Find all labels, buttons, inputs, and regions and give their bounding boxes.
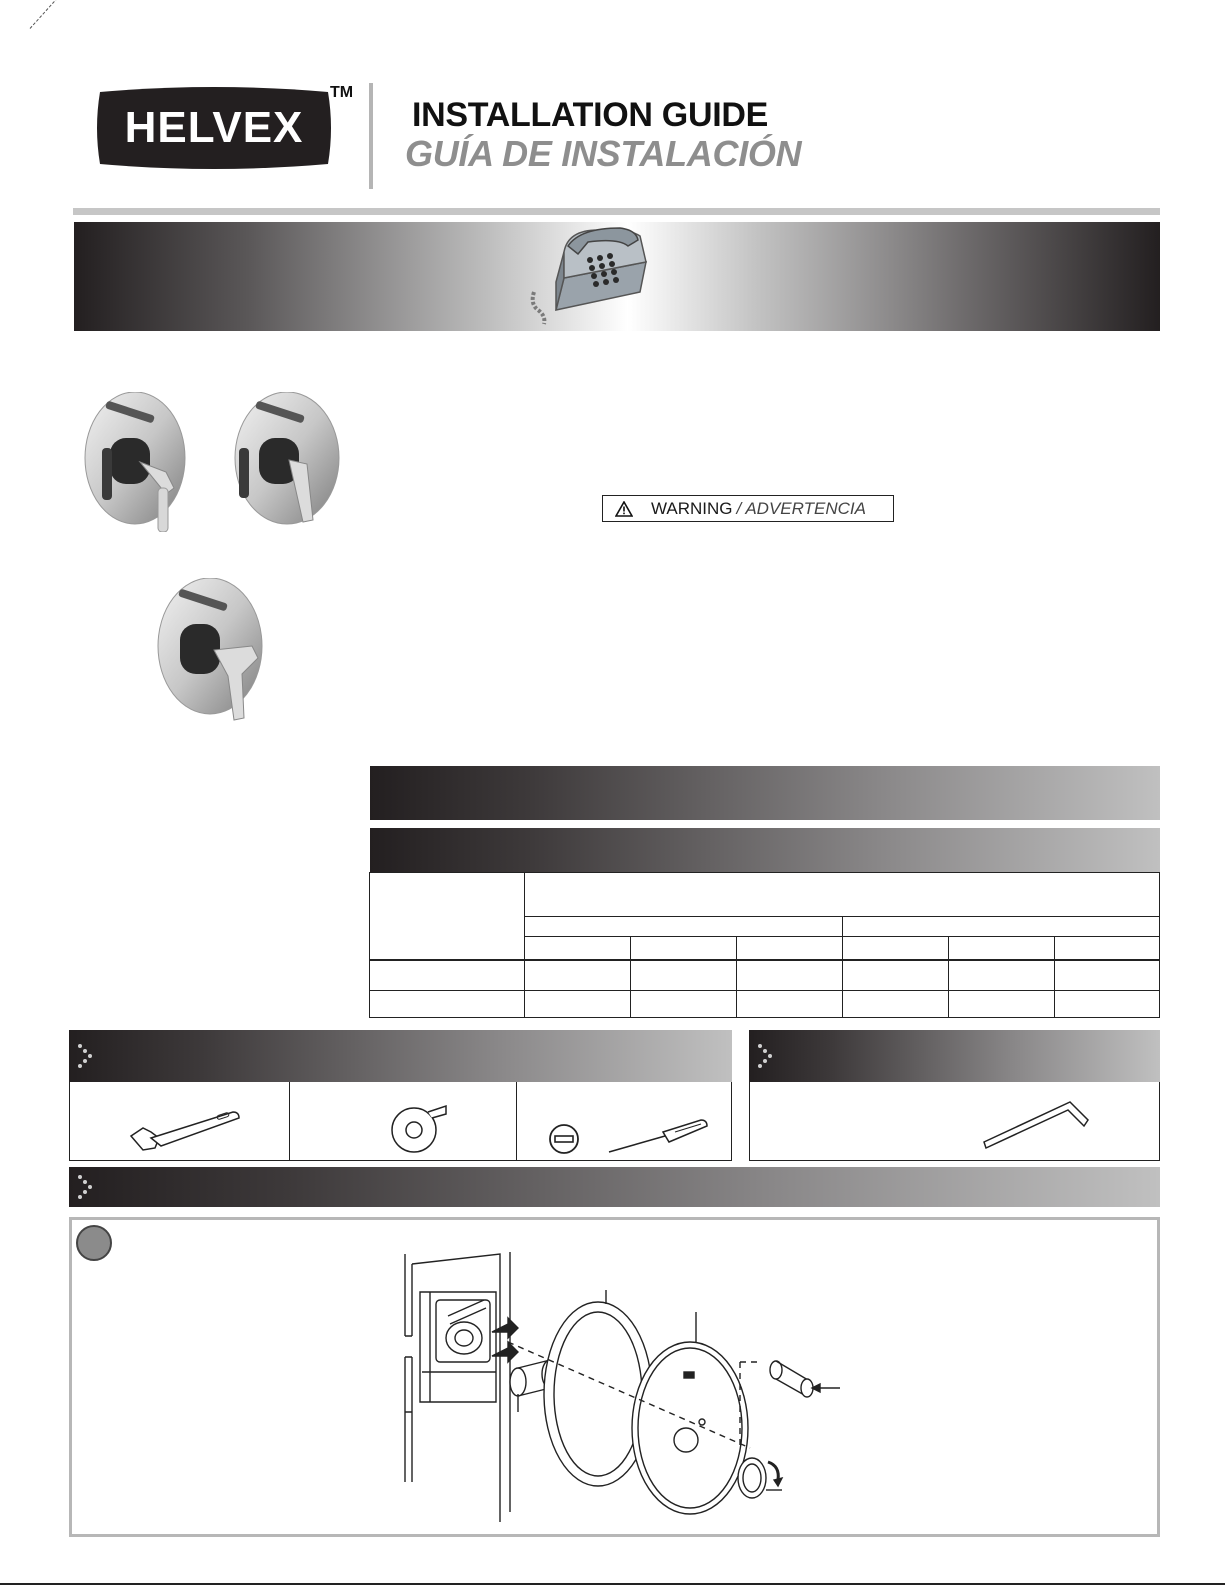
warning-box bbox=[602, 495, 894, 522]
spec-table-header bbox=[370, 828, 1160, 873]
warning-label: WARNING bbox=[651, 498, 733, 518]
step-1-number-badge bbox=[76, 1225, 112, 1261]
teflon-tape-icon bbox=[388, 1102, 450, 1154]
tools-required-header bbox=[69, 1030, 732, 1082]
tool-divider bbox=[289, 1082, 290, 1161]
bullet-dots-icon bbox=[757, 1043, 773, 1069]
trademark-label: TM bbox=[330, 84, 354, 101]
warning-label-spanish: / ADVERTENCIA bbox=[736, 498, 866, 518]
title-english: INSTALLATION GUIDE bbox=[412, 96, 768, 134]
brand-text: HELVEX bbox=[124, 103, 304, 152]
included-parts-header bbox=[749, 1030, 1160, 1082]
telephone-icon bbox=[528, 222, 660, 331]
faucet-trim-2 bbox=[225, 392, 360, 532]
tool-divider bbox=[516, 1082, 517, 1161]
helvex-logo bbox=[92, 82, 336, 174]
title-spanish: GUÍA DE INSTALACIÓN bbox=[405, 133, 802, 174]
installation-steps-header bbox=[69, 1167, 1160, 1207]
bullet-dots-icon bbox=[77, 1043, 93, 1069]
flat-head-symbol-icon bbox=[547, 1122, 581, 1156]
header-separator bbox=[369, 83, 373, 189]
bullet-dots-icon bbox=[77, 1174, 93, 1200]
header-rule bbox=[73, 208, 1160, 215]
allen-key-icon bbox=[980, 1098, 1092, 1152]
warning-triangle-icon bbox=[615, 501, 633, 517]
faucet-trim-3 bbox=[140, 578, 280, 723]
adjustable-wrench-icon bbox=[125, 1108, 241, 1156]
spec-header-bar bbox=[370, 766, 1160, 820]
flat-screwdriver-icon bbox=[605, 1116, 709, 1156]
crop-mark bbox=[30, 0, 62, 29]
spec-table bbox=[369, 872, 1160, 1018]
installation-exploded-diagram bbox=[400, 1252, 860, 1537]
faucet-trim-1 bbox=[80, 392, 190, 532]
